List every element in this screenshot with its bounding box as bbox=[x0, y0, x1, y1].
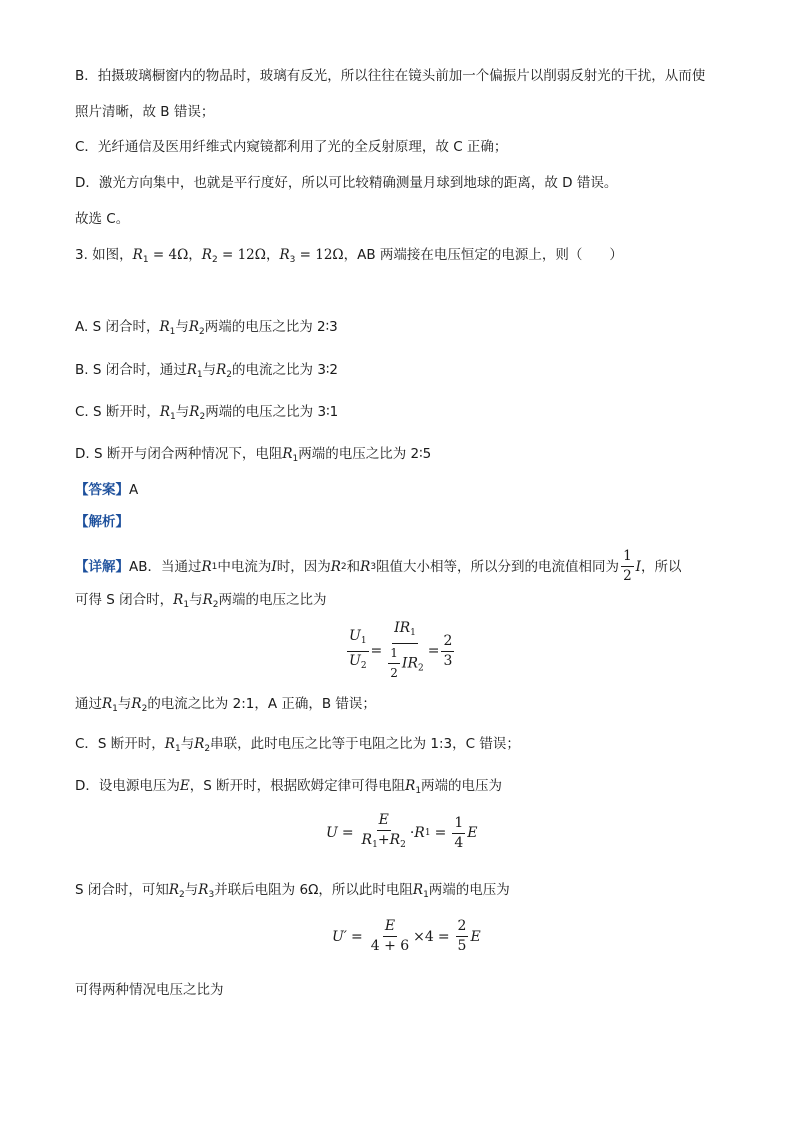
detail-line6: S 闭合时，可知$R_2$与$R_3$并联后电阻为 6Ω，所以此时电阻$R_1$两端的电压为 bbox=[75, 882, 510, 900]
equation-open-voltage: U = $\frac{E}{R_1+R_2}$ · R 1 = $\frac{1}{4}$ E bbox=[326, 812, 478, 851]
answer-value: A bbox=[129, 482, 139, 498]
explanation-d: D．激光方向集中，也就是平行度好，所以可比较精确测量月球到地球的距离，故 D 错误。 bbox=[75, 175, 618, 191]
explanation-b-line1: B．拍摄玻璃橱窗内的物品时，玻璃有反光，所以往往在镜头前加一个偏振片以削弱反射光的干扰，从而使 bbox=[75, 68, 706, 84]
answer-label: 【答案】 bbox=[75, 482, 129, 498]
explanation-c: C．光纤通信及医用纤维式内窥镜都利用了光的全反射原理，故 C 正确； bbox=[75, 139, 508, 155]
option-c: C. S 断开时，$R_1$与$R_2$两端的电压之比为 3∶1 bbox=[75, 404, 339, 422]
equation-closed-voltage: U′ = $\frac{E}{4 + 6}$ ×4 = $\frac{2}{5}$ E bbox=[332, 918, 481, 954]
detail-line5: D．设电源电压为E，S 断开时，根据欧姆定律可得电阻$R_1$两端的电压为 bbox=[75, 778, 503, 796]
choose-line: 故选 C。 bbox=[75, 211, 130, 227]
half-fraction: $\frac{1}{2}$ bbox=[623, 548, 632, 584]
explanation-b-line2: 照片清晰，故 B 错误； bbox=[75, 104, 215, 120]
detail-line4: C．S 断开时，$R_1$与$R_2$串联，此时电压之比等于电阻之比为 1:3，C 错误； bbox=[75, 736, 520, 754]
question-3-stem: 3. 如图，$R_1 = 4\Omega$，$R_2 = 12\Omega$，$R_3 = 12\Omega$，AB 两端接在电压恒定的电源上，则（ ） bbox=[75, 247, 623, 265]
answer-line bbox=[75, 480, 138, 500]
option-a: A. S 闭合时，$R_1$与$R_2$两端的电压之比为 2∶3 bbox=[75, 319, 338, 337]
analysis-label: 【解析】 bbox=[75, 514, 129, 530]
detail-line3: 通过$R_1$与$R_2$的电流之比为 2:1，A 正确，B 错误； bbox=[75, 696, 376, 714]
detail-line2: 可得 S 闭合时，$R_1$与$R_2$两端的电压之比为 bbox=[75, 592, 327, 610]
detail-line1: 【详解】 AB．当通过 R 1 中电流为 I 时，因为 R 2 和 R 3 阻值大小相等，所以分到的电流值相同为 $\frac{1}{2}$ I ，所以 bbox=[75, 548, 682, 584]
detail-line7: 可得两种情况电压之比为 bbox=[75, 982, 224, 998]
option-b: B. S 闭合时，通过$R_1$与$R_2$的电流之比为 3∶2 bbox=[75, 362, 339, 380]
equation-voltage-ratio: $\frac{U_1}{U_2}$ = $IR_1$ $\frac{1}{2}$ $IR_2$ = $\frac{2}{3}$ bbox=[349, 620, 453, 680]
option-d: D. S 断开与闭合两种情况下，电阻$R_1$两端的电压之比为 2∶5 bbox=[75, 446, 432, 464]
